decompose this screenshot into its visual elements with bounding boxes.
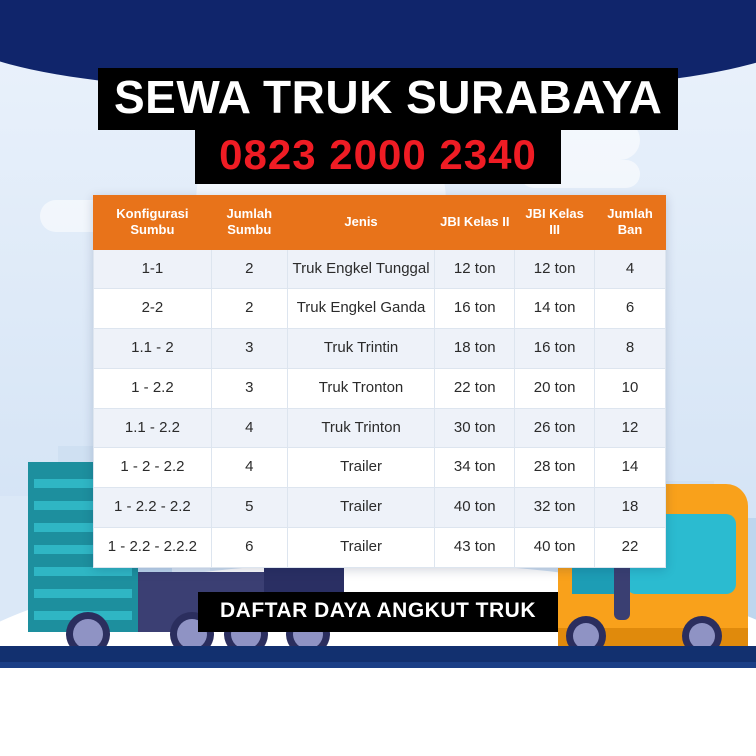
cell-kelas3: 40 ton — [515, 527, 595, 567]
cell-sumbu: 4 — [211, 408, 287, 448]
cell-jenis: Trailer — [287, 488, 435, 528]
cell-ban: 4 — [595, 249, 666, 289]
cell-konfigurasi: 1 - 2 - 2.2 — [94, 448, 212, 488]
cell-kelas3: 32 ton — [515, 488, 595, 528]
cell-ban: 14 — [595, 448, 666, 488]
table-row — [94, 448, 666, 488]
cell-ban: 12 — [595, 408, 666, 448]
cell-konfigurasi: 1 - 2.2 - 2.2 — [94, 488, 212, 528]
cell-sumbu: 6 — [211, 527, 287, 567]
cell-ban: 8 — [595, 329, 666, 369]
cell-jenis: Truk Trinton — [287, 408, 435, 448]
cell-ban: 18 — [595, 488, 666, 528]
cell-kelas3: 16 ton — [515, 329, 595, 369]
table-header-row — [94, 196, 666, 250]
road-decoration — [0, 646, 756, 662]
cell-konfigurasi: 1 - 2.2 - 2.2.2 — [94, 527, 212, 567]
column-header-jbi-kelas-ii: JBI Kelas II — [435, 196, 515, 250]
table-row — [94, 249, 666, 289]
cell-konfigurasi: 1 - 2.2 — [94, 368, 212, 408]
headline-block — [98, 68, 663, 184]
truck-capacity-table-wrapper — [93, 195, 666, 568]
cell-kelas2: 30 ton — [435, 408, 515, 448]
truck-capacity-table — [93, 195, 666, 568]
table-row — [94, 488, 666, 528]
cell-sumbu: 2 — [211, 249, 287, 289]
cell-konfigurasi: 1.1 - 2.2 — [94, 408, 212, 448]
cell-jenis: Trailer — [287, 527, 435, 567]
cell-kelas2: 18 ton — [435, 329, 515, 369]
table-row — [94, 408, 666, 448]
page-title: SEWA TRUK SURABAYA — [98, 68, 678, 130]
cell-jenis: Truk Engkel Ganda — [287, 289, 435, 329]
table-header — [94, 196, 666, 250]
cell-kelas3: 12 ton — [515, 249, 595, 289]
cell-sumbu: 4 — [211, 448, 287, 488]
cell-kelas2: 34 ton — [435, 448, 515, 488]
table-row — [94, 329, 666, 369]
cell-kelas2: 16 ton — [435, 289, 515, 329]
cell-ban: 10 — [595, 368, 666, 408]
cell-kelas2: 22 ton — [435, 368, 515, 408]
table-row — [94, 289, 666, 329]
cell-jenis: Truk Trintin — [287, 329, 435, 369]
cell-kelas2: 12 ton — [435, 249, 515, 289]
cell-ban: 22 — [595, 527, 666, 567]
column-header-jumlah-sumbu: Jumlah Sumbu — [211, 196, 287, 250]
table-row — [94, 368, 666, 408]
cell-kelas2: 43 ton — [435, 527, 515, 567]
cell-konfigurasi: 1.1 - 2 — [94, 329, 212, 369]
cell-sumbu: 5 — [211, 488, 287, 528]
cell-ban: 6 — [595, 289, 666, 329]
cell-sumbu: 2 — [211, 289, 287, 329]
column-header-jenis: Jenis — [287, 196, 435, 250]
cell-jenis: Truk Tronton — [287, 368, 435, 408]
cell-kelas3: 26 ton — [515, 408, 595, 448]
cell-sumbu: 3 — [211, 368, 287, 408]
cell-jenis: Trailer — [287, 448, 435, 488]
cell-kelas2: 40 ton — [435, 488, 515, 528]
cell-kelas3: 28 ton — [515, 448, 595, 488]
column-header-konfigurasi-sumbu: Konfigurasi Sumbu — [94, 196, 212, 250]
cell-jenis: Truk Engkel Tunggal — [287, 249, 435, 289]
column-header-jbi-kelas-iii: JBI Kelas III — [515, 196, 595, 250]
cell-kelas3: 20 ton — [515, 368, 595, 408]
phone-wrapper — [98, 130, 658, 184]
cell-konfigurasi: 1-1 — [94, 249, 212, 289]
column-header-jumlah-ban: Jumlah Ban — [595, 196, 666, 250]
table-row — [94, 527, 666, 567]
cell-kelas3: 14 ton — [515, 289, 595, 329]
phone-number[interactable]: 0823 2000 2340 — [195, 130, 561, 184]
table-body — [94, 249, 666, 567]
cell-konfigurasi: 2-2 — [94, 289, 212, 329]
footer-banner: DAFTAR DAYA ANGKUT TRUK — [198, 592, 558, 632]
cell-sumbu: 3 — [211, 329, 287, 369]
